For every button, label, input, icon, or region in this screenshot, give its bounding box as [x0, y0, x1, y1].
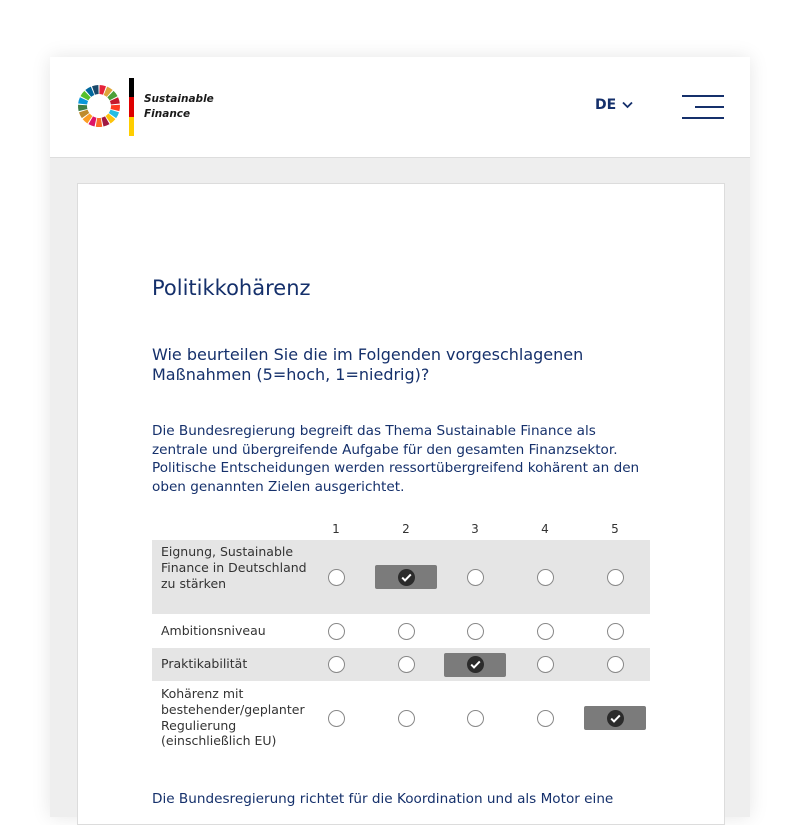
- rating-option-3[interactable]: [444, 653, 506, 677]
- selected-rating[interactable]: [584, 706, 646, 730]
- rating-option-2[interactable]: [375, 619, 437, 643]
- rating-option-2[interactable]: [375, 706, 437, 730]
- radio-button[interactable]: [537, 656, 554, 673]
- radio-button[interactable]: [537, 569, 554, 586]
- sustainable-finance-logo[interactable]: [77, 78, 217, 136]
- radio-button[interactable]: [537, 710, 554, 727]
- rating-option-4[interactable]: [514, 706, 576, 730]
- rating-option-1[interactable]: [305, 565, 367, 589]
- rating-option-4[interactable]: [514, 565, 576, 589]
- matrix-row-label: Kohärenz mit bestehender/geplanter Regulierung (einschließlich EU): [161, 686, 305, 749]
- radio-button[interactable]: [328, 623, 345, 640]
- hamburger-menu-icon[interactable]: [682, 95, 724, 121]
- selected-rating[interactable]: [444, 653, 506, 677]
- rating-option-1[interactable]: [305, 706, 367, 730]
- radio-button[interactable]: [328, 656, 345, 673]
- scale-label: 1: [332, 522, 340, 536]
- sdg-wheel-icon: [77, 84, 121, 128]
- radio-button[interactable]: [607, 623, 624, 640]
- matrix-row-label: Praktikabilität: [161, 656, 248, 671]
- matrix-row: [152, 648, 650, 681]
- radio-button[interactable]: [537, 623, 554, 640]
- rating-option-3[interactable]: [444, 706, 506, 730]
- rating-option-3[interactable]: [444, 619, 506, 643]
- check-icon: [398, 569, 415, 586]
- check-icon: [607, 710, 624, 727]
- scale-label: 3: [471, 522, 479, 536]
- rating-option-3[interactable]: [444, 565, 506, 589]
- check-icon: [467, 656, 484, 673]
- scale-label: 5: [611, 522, 619, 536]
- matrix-row: [152, 540, 650, 614]
- radio-button[interactable]: [398, 656, 415, 673]
- rating-option-5[interactable]: [584, 619, 646, 643]
- scale-label: 4: [541, 522, 549, 536]
- radio-button[interactable]: [398, 623, 415, 640]
- next-statement-text: Die Bundesregierung richtet für die Koordination und als Motor eine: [152, 791, 614, 807]
- rating-option-4[interactable]: [514, 619, 576, 643]
- language-selector[interactable]: [595, 97, 633, 113]
- language-label: DE: [595, 97, 617, 113]
- scale-label: 2: [402, 522, 410, 536]
- radio-button[interactable]: [467, 569, 484, 586]
- selected-rating[interactable]: [375, 565, 437, 589]
- matrix-row: [152, 614, 650, 648]
- survey-card: [77, 183, 725, 825]
- logo-text-line-1: Sustainable: [144, 93, 214, 105]
- page-frame: [50, 57, 750, 817]
- chevron-down-icon: [622, 101, 633, 109]
- rating-option-5[interactable]: [584, 653, 646, 677]
- matrix-row-label: Eignung, Sustainable Finance in Deutschland zu stärken: [161, 544, 307, 591]
- rating-option-2[interactable]: [375, 653, 437, 677]
- rating-option-2[interactable]: [375, 565, 437, 589]
- scale-header: [152, 522, 650, 540]
- radio-button[interactable]: [607, 656, 624, 673]
- rating-option-5[interactable]: [584, 706, 646, 730]
- page-title: Politikkohärenz: [152, 276, 311, 300]
- german-flag-icon: [129, 78, 134, 136]
- rating-option-1[interactable]: [305, 653, 367, 677]
- rating-option-4[interactable]: [514, 653, 576, 677]
- site-header: [50, 57, 750, 158]
- statement-text: Die Bundesregierung begreift das Thema Sustainable Finance als zentrale und übergreifende Aufgabe für den gesamten Finanzsektor. Politische Entscheidungen werden ressortübergreifend kohärent an den oben genannten Zielen ausgerichtet.: [152, 423, 640, 495]
- logo-text-line-2: Finance: [144, 108, 191, 120]
- matrix-row: [152, 681, 650, 755]
- question-heading: Wie beurteilen Sie die im Folgenden vorgeschlagenen Maßnahmen (5=hoch, 1=niedrig)?: [152, 345, 584, 384]
- rating-option-5[interactable]: [584, 565, 646, 589]
- radio-button[interactable]: [467, 623, 484, 640]
- radio-button[interactable]: [328, 710, 345, 727]
- radio-button[interactable]: [607, 569, 624, 586]
- radio-button[interactable]: [398, 710, 415, 727]
- matrix-row-label: Ambitionsniveau: [161, 623, 266, 638]
- radio-button[interactable]: [467, 710, 484, 727]
- radio-button[interactable]: [328, 569, 345, 586]
- rating-matrix: [152, 522, 650, 749]
- rating-option-1[interactable]: [305, 619, 367, 643]
- logo-text: [144, 92, 214, 122]
